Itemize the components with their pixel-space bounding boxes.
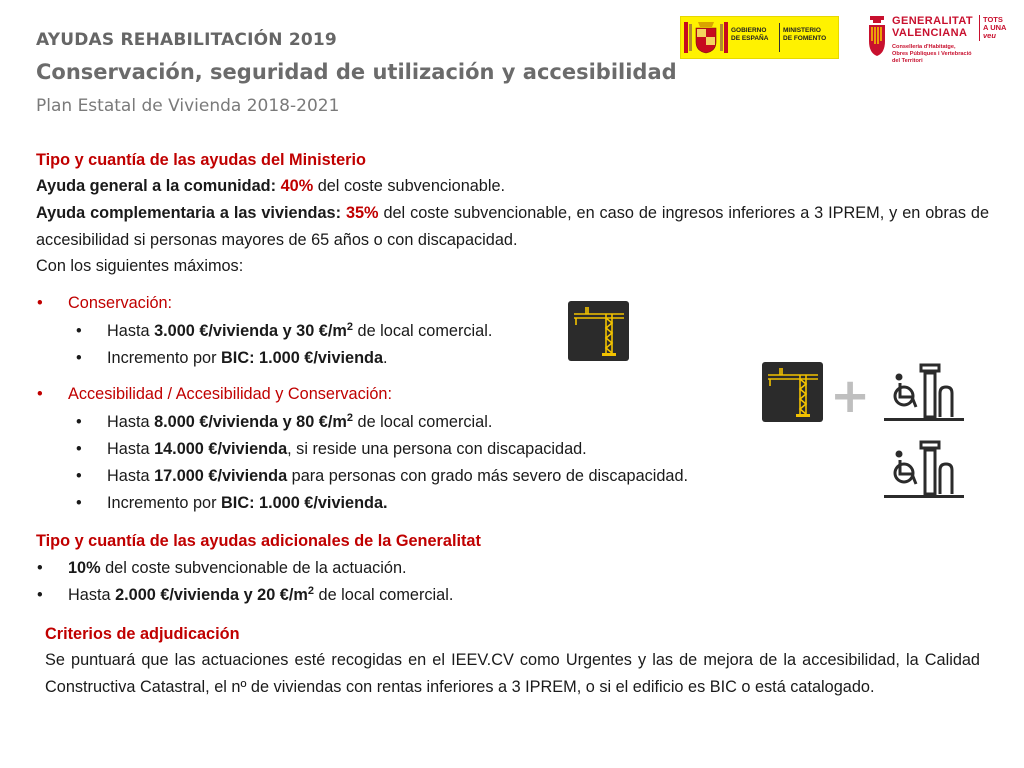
complementary-aid-paragraph: Ayuda complementaria a las viviendas: 35% del coste subvencionable, en caso de ingresos inferiores a 3 IPREM, y en obras de accesibilidad si personas mayores de 65 años o con discapacidad. xyxy=(36,204,989,249)
accesibilidad-bullet: • Accesibilidad / Accesibilidad y Conservación: xyxy=(37,385,392,403)
generalitat-valenciana-logo xyxy=(866,12,1016,102)
slide-title: AYUDAS REHABILITACIÓN 2019 xyxy=(36,30,337,50)
list-item: • Incremento por BIC: 1.000 €/vivienda. xyxy=(76,494,388,512)
ministerio-heading: Tipo y cuantía de las ayudas del Ministerio xyxy=(36,151,366,169)
list-item: • Hasta 2.000 €/vivienda y 20 $€/m^2$ de local comercial. xyxy=(37,585,454,604)
list-item: • Hasta 17.000 €/vivienda para personas con grado más severo de discapacidad. xyxy=(76,467,689,485)
plan-label: Plan Estatal de Vivienda 2018-2021 xyxy=(36,96,340,116)
list-item: • 10% del coste subvencionable de la actuación. xyxy=(37,559,407,577)
spain-coat-of-arms-icon xyxy=(684,20,728,55)
list-item: • Incremento por BIC: 1.000 €/vivienda. xyxy=(76,349,388,367)
plus-icon: + xyxy=(830,368,871,424)
crane-icon xyxy=(568,301,629,361)
conservacion-bullet: • Conservación: xyxy=(37,294,173,312)
criterios-heading: Criterios de adjudicación xyxy=(45,625,240,643)
ministry-text: MINISTERIO DE FOMENTO xyxy=(783,27,827,42)
generalitat-emblem-icon xyxy=(866,14,888,58)
generalitat-name: GENERALITAT VALENCIANA xyxy=(892,15,973,39)
slide-subtitle: Conservación, seguridad de utilización y accesibilidad xyxy=(36,60,677,84)
maximums-intro: Con los siguientes máximos: xyxy=(36,257,244,275)
criterios-paragraph: Se puntuará que las actuaciones esté recogidas en el IEEV.CV como Urgentes y las de mejora de la accesibilidad, la Calidad Constructiva Catastral, el nº de viviendas con rentas inferiores a 3 IPREM, o si el edificio es BIC o está catalogado. xyxy=(45,651,980,696)
logo-divider xyxy=(779,23,780,52)
list-item: • Hasta 3.000 €/vivienda y 30 $€/m^2$ de local comercial. xyxy=(76,321,493,340)
accessibility-icon xyxy=(882,363,964,421)
logo-divider xyxy=(979,15,980,41)
spain-government-logo xyxy=(680,16,839,59)
crane-icon xyxy=(762,362,823,422)
tots-a-una-veu-slogan: TOTS A UNA veu xyxy=(983,15,1007,40)
generalitat-heading: Tipo y cuantía de las ayudas adicionales de la Generalitat xyxy=(36,532,481,550)
conselleria-name: Conselleria d'Habitatge, Obres Públiques i Vertebració del Territori xyxy=(892,44,972,64)
spain-gov-text: GOBIERNO DE ESPAÑA xyxy=(731,27,769,42)
list-item: • Hasta 8.000 €/vivienda y 80 $€/m^2$ de local comercial. xyxy=(76,412,493,431)
list-item: • Hasta 14.000 €/vivienda, si reside una persona con discapacidad. xyxy=(76,440,587,458)
accessibility-icon xyxy=(882,440,964,498)
general-aid-line: Ayuda general a la comunidad: 40% del coste subvencionable. xyxy=(36,177,506,195)
